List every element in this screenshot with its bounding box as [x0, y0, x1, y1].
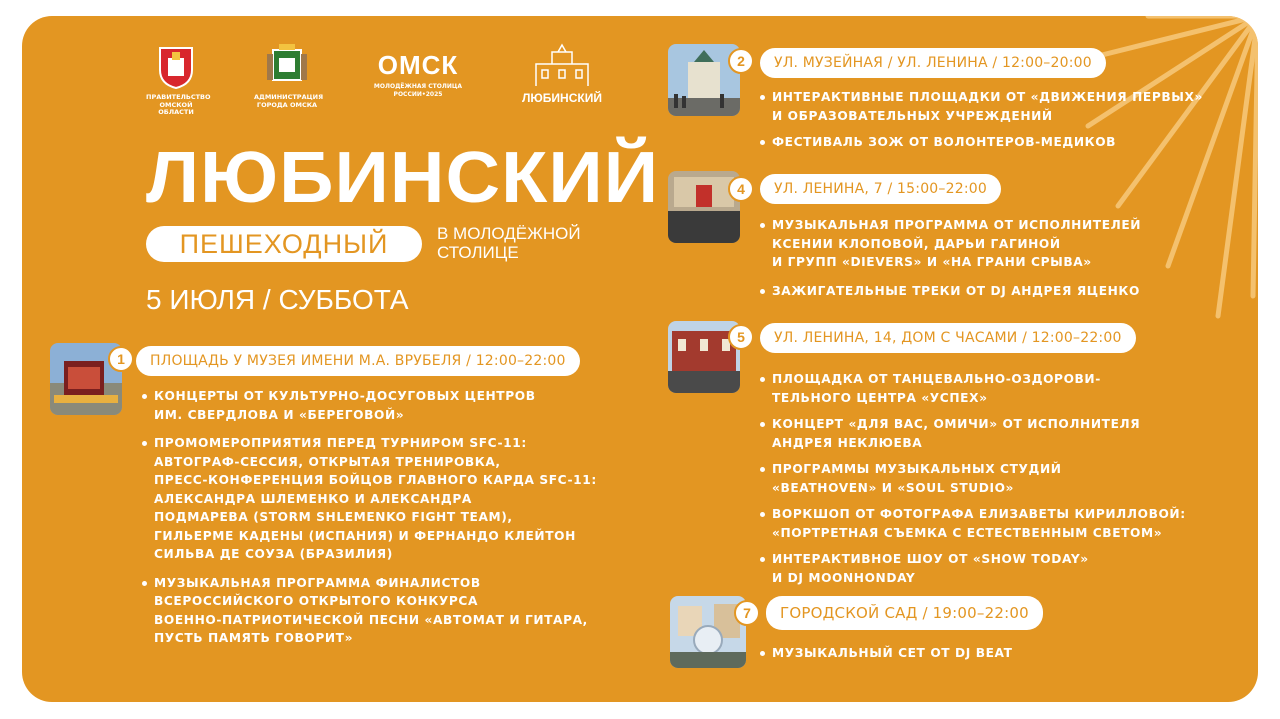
- list-item: МУЗЫКАЛЬНЫЙ СЕТ ОТ DJ BEAT: [760, 644, 1250, 663]
- omsk-caption: МОЛОДЁЖНАЯ СТОЛИЦА РОССИИ•2025: [373, 83, 463, 98]
- omsk-city-administration-logo: [254, 42, 324, 109]
- list-item: МУЗЫКАЛЬНАЯ ПРОГРАММА ОТ ИСПОЛНИТЕЛЕЙ КСЕНИИ КЛОПОВОЙ, ДАРЬИ ГАГИНОЙ И ГРУПП «DIEVERS» И «НА ГРАНИ СРЫВА»: [760, 216, 1250, 272]
- list-item: МУЗЫКАЛЬНАЯ ПРОГРАММА ФИНАЛИСТОВ ВСЕРОССИЙСКОГО ОТКРЫТОГО КОНКУРСА ВОЕННО-ПАТРИОТИЧЕСКОЙ ПЕСНИ «АВТОМАТ И ГИТАРА, ПУСТЬ ПАМЯТЬ ГОВОРИТ»: [142, 574, 642, 648]
- list-item: ИНТЕРАКТИВНОЕ ШОУ ОТ «SHOW TODAY» И DJ MOONHONDAY: [760, 550, 1250, 587]
- section-1-place: [136, 346, 580, 376]
- section-number-7: 7: [734, 600, 760, 626]
- omsk-youth-capital-logo: [372, 52, 464, 98]
- section-4-items: [760, 216, 1250, 300]
- lubinsky-logo: [522, 42, 602, 104]
- gov-caption: ПРАВИТЕЛЬСТВО ОМСКОЙ ОБЛАСТИ: [146, 93, 211, 116]
- list-item: ИНТЕРАКТИВНЫЕ ПЛОЩАДКИ ОТ «ДВИЖЕНИЯ ПЕРВЫХ» И ОБРАЗОВАТЕЛЬНЫХ УЧРЕЖДЕНИЙ: [760, 88, 1250, 125]
- city-emblem-icon: [263, 42, 311, 90]
- list-item: ПРОГРАММЫ МУЗЫКАЛЬНЫХ СТУДИЙ «BEATHOVEN» И «SOUL STUDIO»: [760, 460, 1250, 497]
- section-number-4: 4: [728, 176, 754, 202]
- lubinsky-logo-text: ЛЮБИНСКИЙ: [522, 91, 602, 105]
- section-2-items: [760, 88, 1250, 152]
- section-5-items: [760, 370, 1250, 587]
- section-5-place: [760, 323, 1136, 353]
- section-7-place: [766, 596, 1043, 630]
- title-pill-text: ПЕШЕХОДНЫЙ: [179, 228, 389, 259]
- page-title: ЛЮБИНСКИЙ: [146, 138, 660, 218]
- section-1-place-text: ПЛОЩАДЬ У МУЗЕЯ ИМЕНИ М.А. ВРУБЕЛЯ / 12:00–22:00: [150, 353, 566, 369]
- title-subtitle: В МОЛОДЁЖНОЙ СТОЛИЦЕ: [437, 224, 581, 262]
- omsk-word: ОМСК: [377, 50, 459, 80]
- section-5-place-text: УЛ. ЛЕНИНА, 14, ДОМ С ЧАСАМИ / 12:00–22:00: [774, 330, 1122, 346]
- section-number-5: 5: [728, 324, 754, 350]
- omsk-region-government-logo: [146, 44, 211, 117]
- section-1-items: [142, 387, 642, 648]
- title-pill: [146, 226, 422, 262]
- list-item: КОНЦЕРТЫ ОТ КУЛЬТУРНО-ДОСУГОВЫХ ЦЕНТРОВ ИМ. СВЕРДЛОВА И «БЕРЕГОВОЙ»: [142, 387, 642, 424]
- list-item: ПЛОЩАДКА ОТ ТАНЦЕВАЛЬНО-ОЗДОРОВИ- ТЕЛЬНОГО ЦЕНТРА «УСПЕХ»: [760, 370, 1250, 407]
- section-4-place: [760, 174, 1001, 204]
- admin-caption: АДМИНИСТРАЦИЯ ГОРОДА ОМСКА: [254, 93, 324, 109]
- section-2-place-text: УЛ. МУЗЕЙНАЯ / УЛ. ЛЕНИНА / 12:00–20:00: [774, 55, 1092, 71]
- list-item: ФЕСТИВАЛЬ ЗОЖ ОТ ВОЛОНТЕРОВ-МЕДИКОВ: [760, 133, 1250, 152]
- section-number-2: 2: [728, 48, 754, 74]
- list-item: ПРОМОМЕРОПРИЯТИЯ ПЕРЕД ТУРНИРОМ SFC-11: АВТОГРАФ-СЕССИЯ, ОТКРЫТАЯ ТРЕНИРОВКА, ПРЕСС-КОНФЕРЕНЦИЯ БОЙЦОВ ГЛАВНОГО КАРДА SFC-11: АЛЕКСАНДРА ШЛЕМЕНКО И АЛЕКСАНДРА ПОДМАРЕВА (STORM SHLEMENKO FIGHT TEAM), ГИЛЬЕРМЕ КАДЕНЫ (ИСПАНИЯ) И ФЕРНАНДО КЛЕЙТОН СИЛЬВА ДЕ СОУЗА (БРАЗИЛИЯ): [142, 434, 642, 564]
- section-4-place-text: УЛ. ЛЕНИНА, 7 / 15:00–22:00: [774, 181, 987, 197]
- event-date: 5 ИЮЛЯ / СУББОТА: [146, 284, 409, 315]
- section-7-place-text: ГОРОДСКОЙ САД / 19:00–22:00: [780, 604, 1029, 622]
- list-item: ЗАЖИГАТЕЛЬНЫЕ ТРЕКИ ОТ DJ АНДРЕЯ ЯЦЕНКО: [760, 282, 1250, 301]
- building-sketch-icon: [530, 42, 594, 92]
- event-poster: [22, 16, 1258, 702]
- section-2-place: [760, 48, 1106, 78]
- coat-of-arms-icon: [156, 44, 196, 90]
- list-item: ВОРКШОП ОТ ФОТОГРАФА ЕЛИЗАВЕТЫ КИРИЛЛОВОЙ: «ПОРТРЕТНАЯ СЪЕМКА С ЕСТЕСТВЕННЫМ СВЕТОМ»: [760, 505, 1250, 542]
- section-7-items: [760, 644, 1250, 663]
- section-number-1: 1: [108, 346, 134, 372]
- list-item: КОНЦЕРТ «ДЛЯ ВАС, ОМИЧИ» ОТ ИСПОЛНИТЕЛЯ АНДРЕЯ НЕКЛЮЕВА: [760, 415, 1250, 452]
